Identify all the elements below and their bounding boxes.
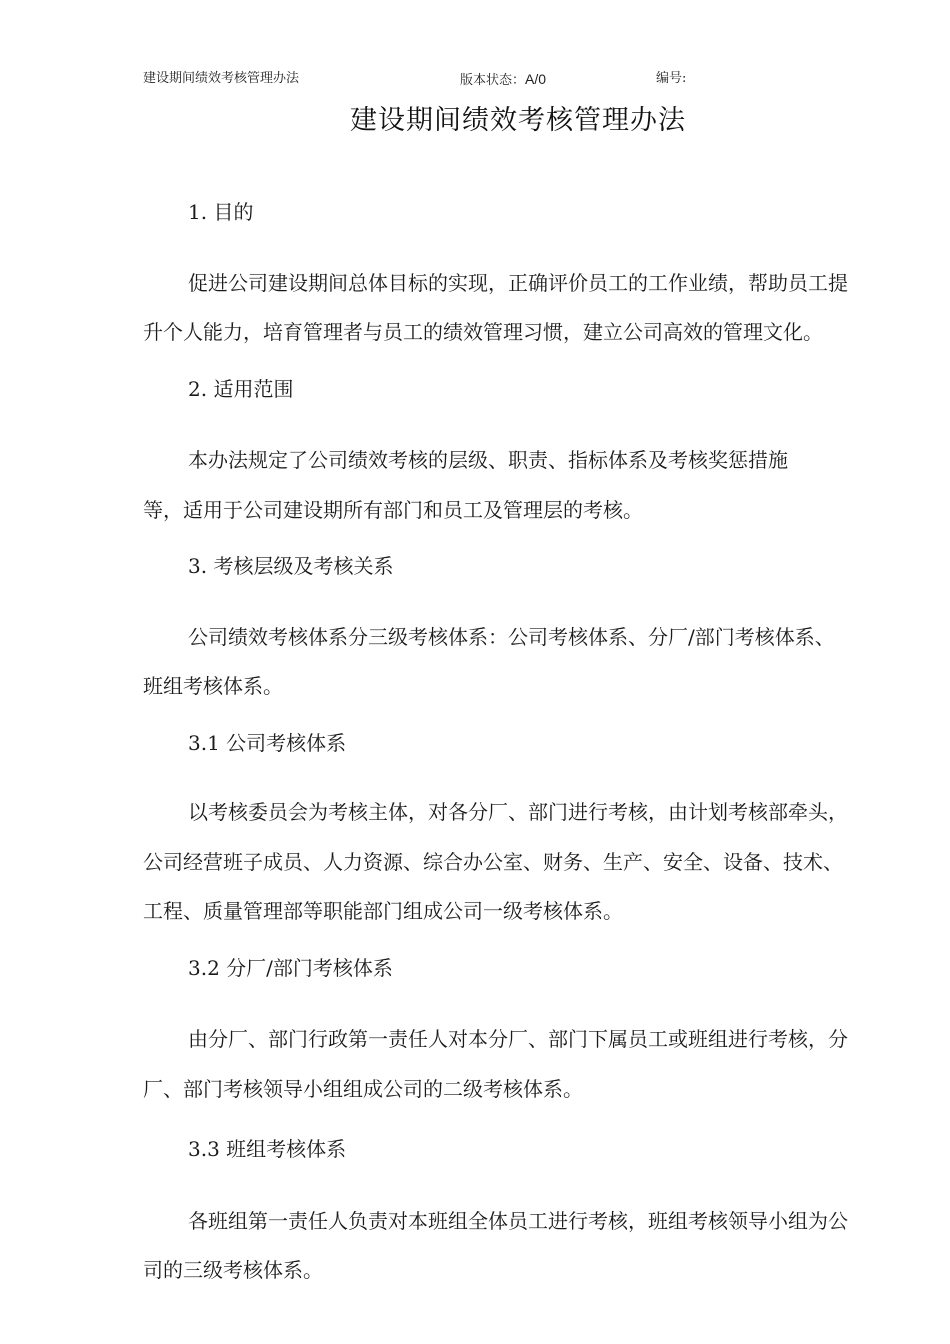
paragraph-line: 由分厂、部门行政第一责任人对本分厂、部门下属员工或班组进行考核，分	[188, 1027, 848, 1051]
paragraph-line: 公司绩效考核体系分三级考核体系：公司考核体系、分厂/部门考核体系、	[188, 625, 835, 649]
paragraph-line: 以考核委员会为考核主体，对各分厂、部门进行考核，由计划考核部牵头，	[188, 800, 848, 824]
section-heading-scope: 2. 适用范围	[188, 377, 294, 401]
header-version-value: A/0	[525, 71, 547, 87]
section-heading-team-system: 3.3 班组考核体系	[188, 1137, 347, 1161]
header-version-status	[460, 70, 546, 90]
paragraph-line: 工程、质量管理部等职能部门组成公司一级考核体系。	[143, 899, 623, 923]
paragraph-line: 本办法规定了公司绩效考核的层级、职责、指标体系及考核奖惩措施	[188, 448, 788, 472]
page-title: 建设期间绩效考核管理办法	[350, 105, 686, 136]
paragraph-line: 升个人能力，培育管理者与员工的绩效管理习惯，建立公司高效的管理文化。	[143, 320, 823, 344]
section-heading-company-system: 3.1 公司考核体系	[188, 731, 347, 755]
paragraph-line: 班组考核体系。	[143, 674, 283, 698]
section-heading-levels: 3. 考核层级及考核关系	[188, 554, 394, 578]
paragraph-line: 司的三级考核体系。	[143, 1258, 323, 1282]
paragraph-line: 等，适用于公司建设期所有部门和员工及管理层的考核。	[143, 498, 643, 522]
paragraph-line: 厂、部门考核领导小组组成公司的二级考核体系。	[143, 1077, 583, 1101]
section-heading-purpose: 1. 目的	[188, 200, 254, 224]
section-heading-department-system: 3.2 分厂/部门考核体系	[188, 956, 393, 980]
paragraph-line: 促进公司建设期间总体目标的实现，正确评价员工的工作业绩，帮助员工提	[188, 271, 848, 295]
header-number-label: 编号:	[656, 71, 687, 86]
header-version-label: 版本状态：	[460, 73, 526, 88]
paragraph-line: 各班组第一责任人负责对本班组全体员工进行考核，班组考核领导小组为公	[188, 1209, 848, 1233]
header-document-title: 建设期间绩效考核管理办法	[143, 71, 300, 86]
paragraph-line: 公司经营班子成员、人力资源、综合办公室、财务、生产、安全、设备、技术、	[143, 850, 843, 874]
